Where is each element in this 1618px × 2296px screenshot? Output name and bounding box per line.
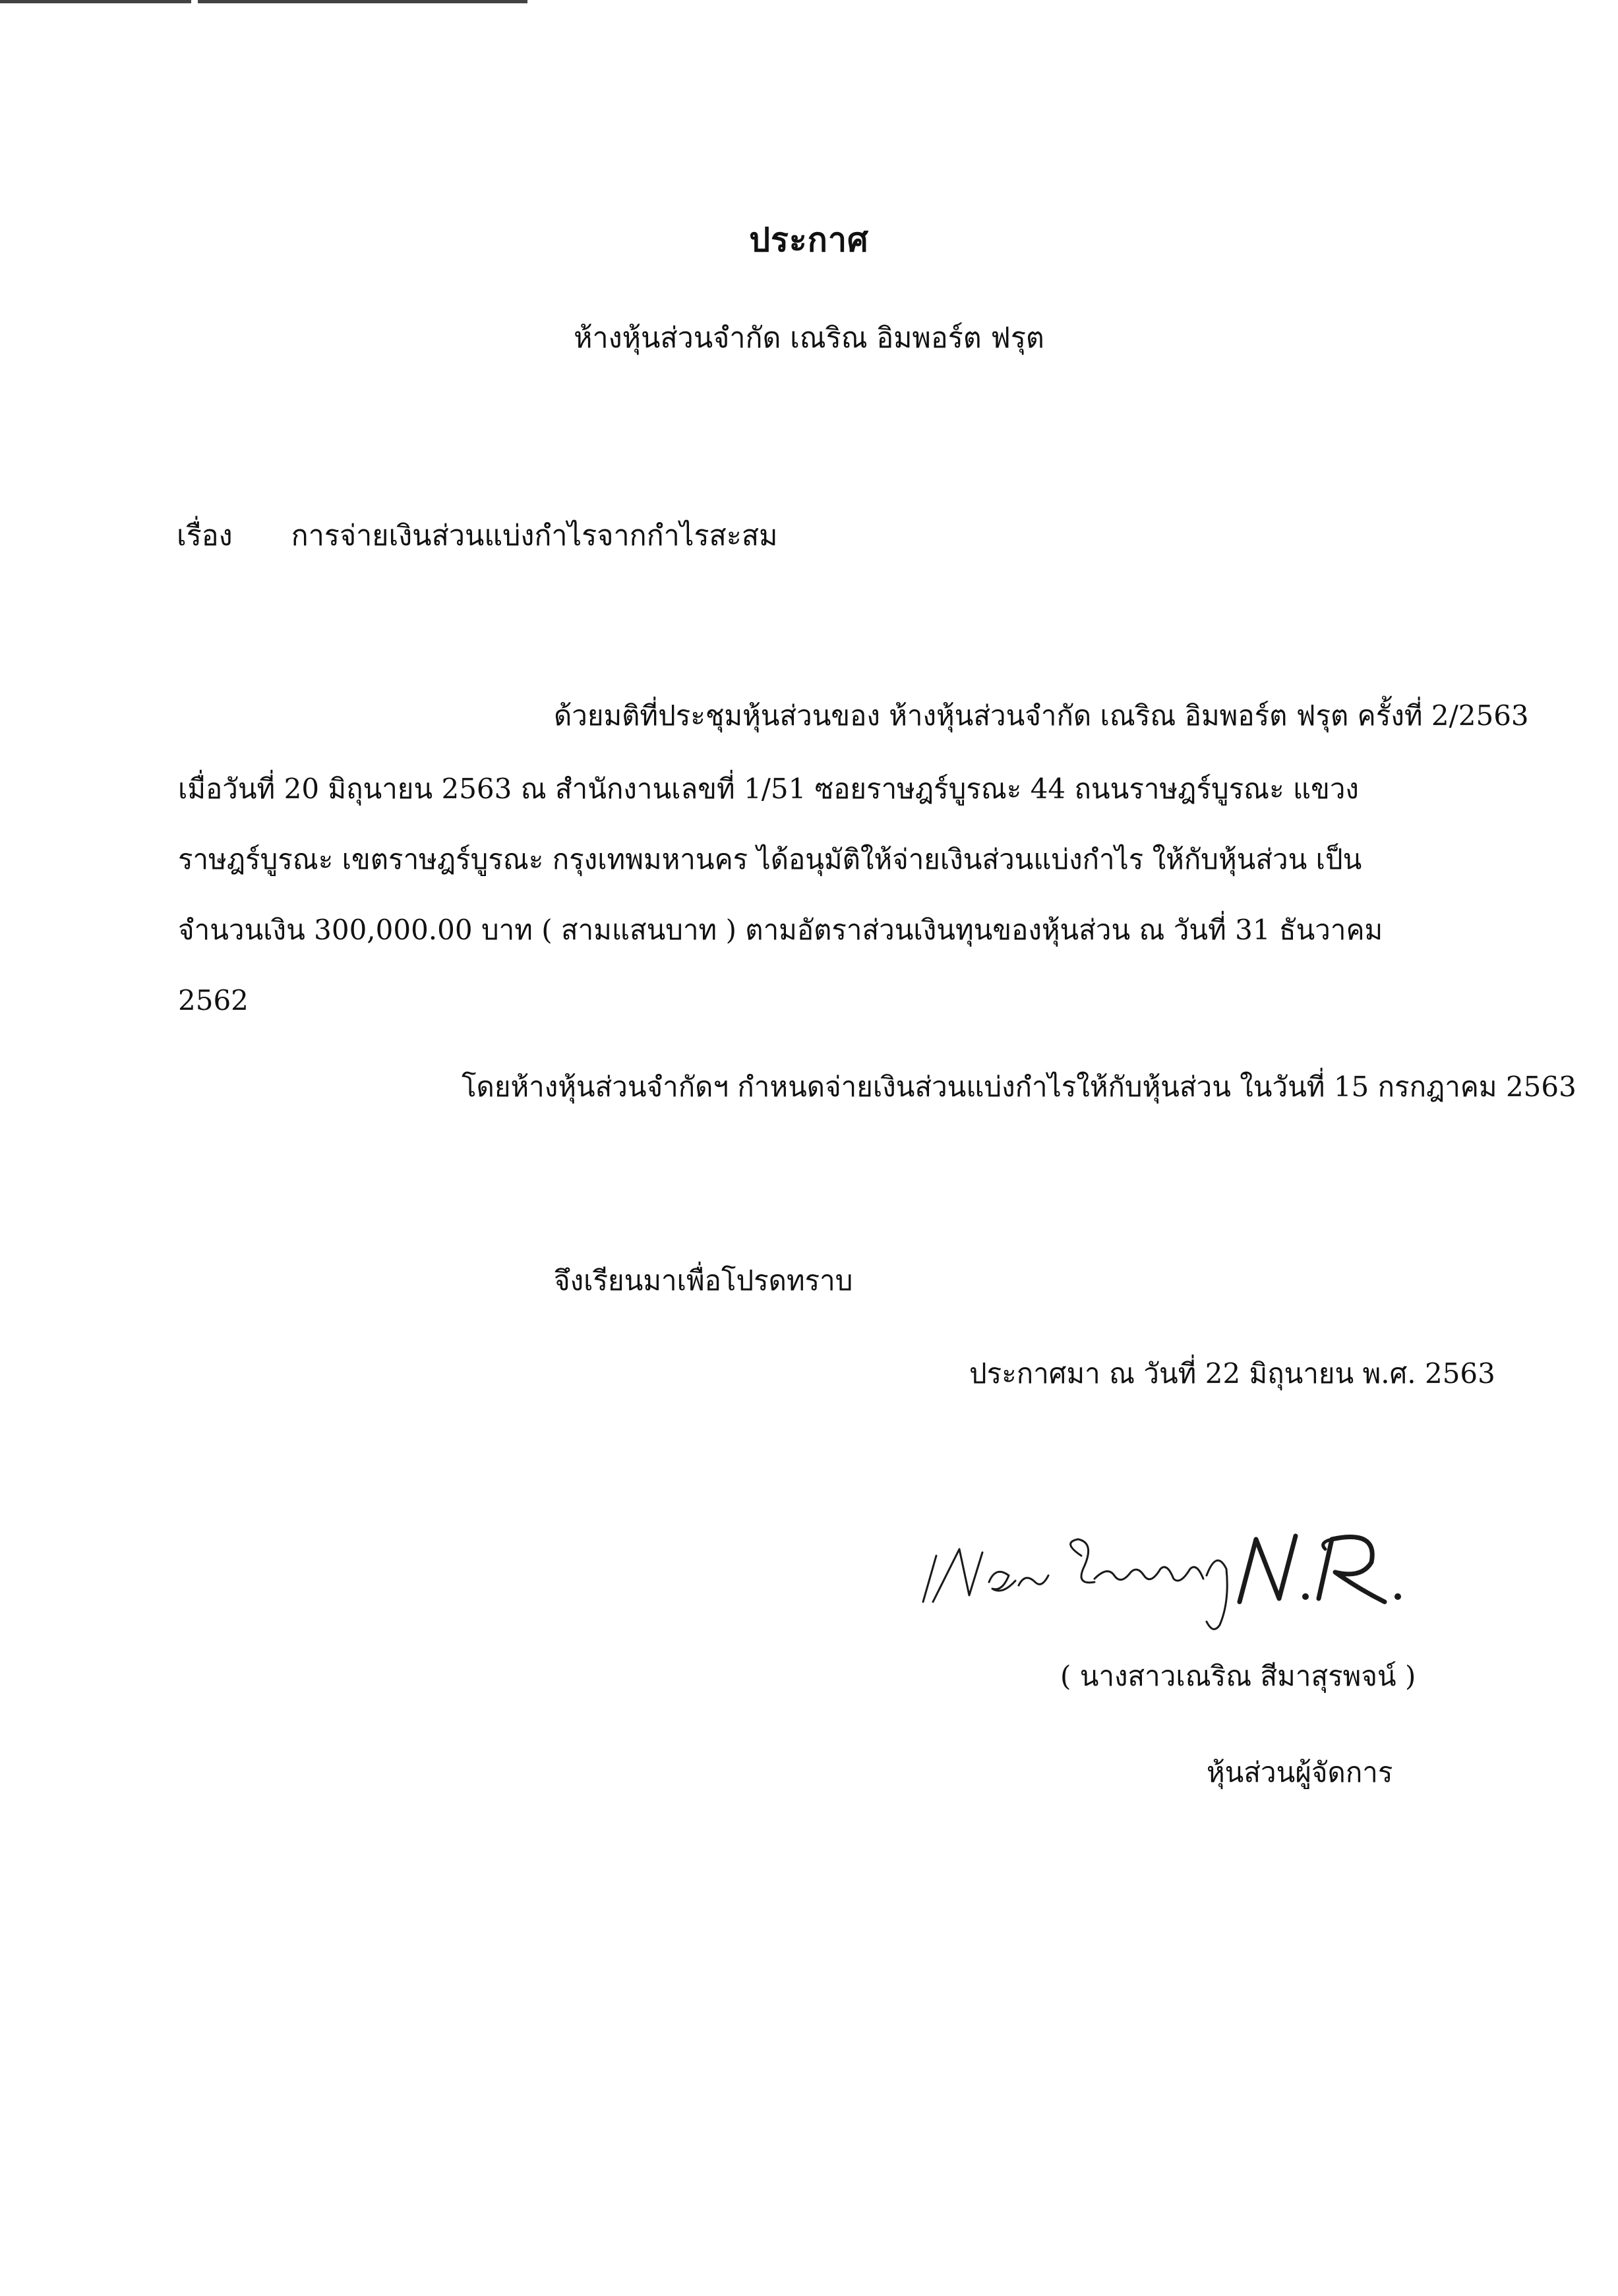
paragraph-1-line: 2562 <box>178 984 249 1016</box>
paragraph-1-line: ราษฎร์บูรณะ เขตราษฎร์บูรณะ กรุงเทพมหานคร ได้อนุมัติให้จ่ายเงินส่วนแบ่งกำไร ให้กับหุ้นส่วน เป็น <box>178 843 1362 875</box>
signer-position: หุ้นส่วนผู้จัดการ <box>1207 1756 1393 1788</box>
subject-text: การจ่ายเงินส่วนแบ่งกำไรจากกำไรสะสม <box>291 519 778 552</box>
signature-image <box>897 1503 1457 1635</box>
signer-name: ( นางสาวเณริณ สีมาสุรพจน์ ) <box>1060 1660 1416 1692</box>
document-title: ประกาศ <box>749 220 869 259</box>
scan-edge-line <box>0 0 527 3</box>
announce-date: ประกาศมา ณ วันที่ 22 มิถุนายน พ.ศ. 2563 <box>969 1357 1495 1390</box>
company-name: ห้างหุ้นส่วนจำกัด เณริณ อิมพอร์ต ฟรุต <box>574 322 1044 355</box>
paragraph-2: โดยห้างหุ้นส่วนจำกัดฯ กำหนดจ่ายเงินส่วนแบ่งกำไรให้กับหุ้นส่วน ในวันที่ 15 กรกฎาคม 2563 <box>462 1071 1576 1103</box>
subject-label: เรื่อง <box>177 519 233 552</box>
subject-line <box>177 513 777 558</box>
paragraph-1-line: จำนวนเงิน 300,000.00 บาท ( สามแสนบาท ) ตามอัตราส่วนเงินทุนของหุ้นส่วน ณ วันที่ 31 ธันวาคม <box>178 914 1383 946</box>
paragraph-1-line: ด้วยมติที่ประชุมหุ้นส่วนของ ห้างหุ้นส่วนจำกัด เณริณ อิมพอร์ต ฟรุต ครั้งที่ 2/2563 <box>554 699 1529 732</box>
closing-text: จึงเรียนมาเพื่อโปรดทราบ <box>554 1264 853 1297</box>
paragraph-1-line: เมื่อวันที่ 20 มิถุนายน 2563 ณ สำนักงานเลขที่ 1/51 ซอยราษฎร์บูรณะ 44 ถนนราษฎร์บูรณะ แขวง <box>178 773 1359 805</box>
